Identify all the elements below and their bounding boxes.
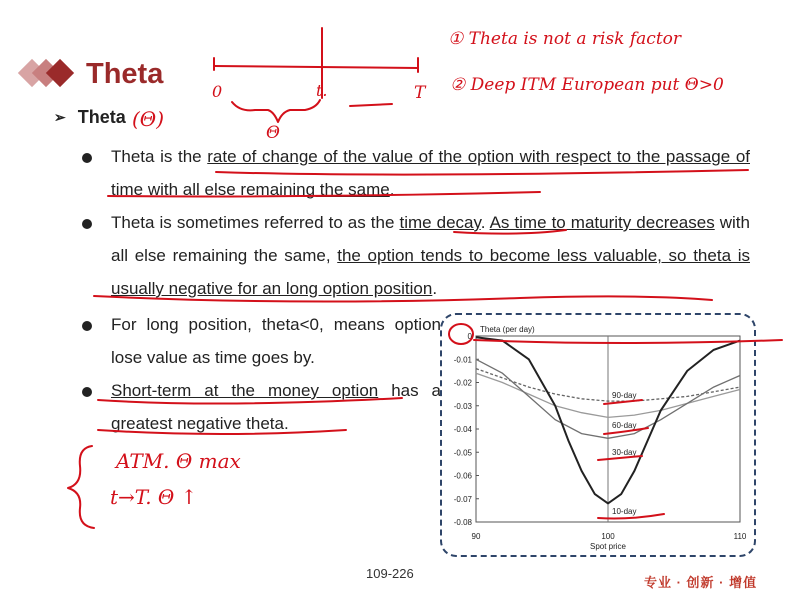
chart-y-tick-label: -0.07 [453, 494, 472, 504]
theta-chart [454, 325, 747, 551]
arrow-bullet-icon: ➢ [54, 109, 66, 125]
bullet-text-segment: with all else remaining the same, [111, 213, 750, 265]
chart-y-tick-label: -0.06 [453, 471, 472, 481]
bullet-text-segment: For long position, theta<0, means option lose value as time goes by. [111, 315, 441, 367]
chart-series-label: 10-day [612, 507, 637, 516]
chart-x-axis-label: Spot price [589, 542, 627, 551]
chart-x-tick-label: 90 [471, 532, 481, 541]
page-title: Theta [86, 57, 164, 90]
underline-stroke-icon [98, 398, 402, 404]
chart-y-tick-label: -0.04 [453, 425, 472, 434]
footer-tagline: 专业 · 创新 · 增值 [644, 575, 758, 590]
section-heading-label: Theta [77, 107, 126, 127]
timeline-line-icon [214, 66, 418, 68]
underline-stroke-icon [98, 430, 346, 434]
bullet-text-underlined: rate of change of the value of the option with respect to the passage of time with all else remaining the same [111, 147, 750, 199]
subhead-symbol-note: (Θ) [132, 107, 165, 131]
bullet-text-segment: . [389, 180, 395, 199]
bullet-text-segment: . [283, 414, 289, 433]
chart-y-tick-label: -0.08 [453, 518, 472, 527]
bullet-text-segment: Theta is sometimes referred to as the [111, 213, 400, 232]
timeline-mid-label: t. [316, 81, 328, 100]
chart-y-tick-label: -0.05 [453, 448, 472, 458]
bullet-text-segment: Theta is the [111, 147, 208, 166]
chart-y-tick-label: -0.03 [453, 401, 472, 411]
left-brace-icon [68, 446, 94, 528]
timeline-brace-icon [232, 100, 320, 122]
underline-stroke-icon [454, 230, 566, 234]
chart-series-label: 90-day [612, 391, 637, 400]
bullet-text-underlined: Short-term at the money option [111, 381, 379, 400]
timeline-start-label: 0 [212, 82, 223, 101]
note-theta-not-risk-factor: ① Theta is not a risk factor [448, 29, 682, 49]
underline-stroke-icon [216, 170, 748, 175]
chart-x-tick-label: 110 [733, 532, 747, 541]
note-atm-theta-max: ATM. Θ max [116, 449, 241, 473]
timeline-dash-icon [350, 104, 392, 106]
underline-stroke-icon [94, 296, 712, 302]
bullet-text-underlined: time decay [399, 213, 481, 232]
chart-x-tick-label: 100 [601, 532, 615, 541]
bullet-text-segment: . [432, 279, 438, 298]
bullet-text-underlined: As time to maturity decreases [489, 213, 715, 232]
chart-y-tick-label: -0.01 [453, 355, 472, 365]
chart-series-label: 30-day [612, 448, 637, 457]
timeline-bracket-icon [214, 58, 418, 72]
chart-y-axis-label: Theta (per day) [480, 325, 535, 334]
underline-stroke-icon [108, 192, 540, 197]
timeline-brace-label: Θ [266, 123, 280, 143]
chart-y-tick-label: -0.02 [453, 378, 472, 388]
chart-y-tick-label: 0 [467, 332, 472, 341]
chart-series-label: 60-day [612, 421, 637, 430]
timeline-end-label: T [414, 83, 426, 103]
note-deep-itm-put: ② Deep ITM European put Θ>0 [450, 75, 724, 95]
bullet-text-segment: . [480, 213, 490, 232]
page-number: 109-226 [366, 566, 414, 581]
note-t-approaches-T: t→T. Θ ↑ [110, 485, 198, 509]
bullet-text-underlined: the option tends to become less valuable, so theta is usually negative for an long option position [111, 246, 750, 298]
bullet-text-segment: has a greatest negative theta [111, 381, 442, 433]
